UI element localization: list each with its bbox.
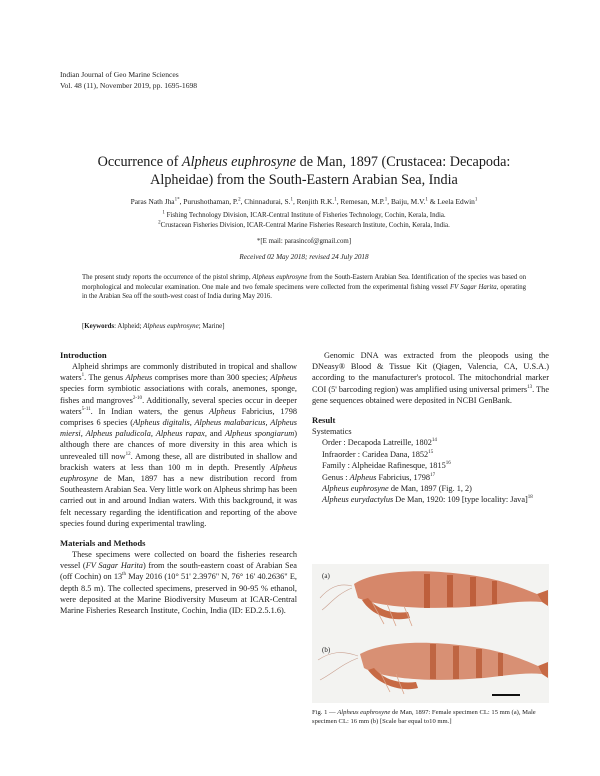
synonym-author: De Man, 1920: 109 [type locality: Java] <box>393 495 528 505</box>
author-7-sup: 1 <box>474 197 478 203</box>
author-1: Paras Nath Jha <box>130 197 175 206</box>
synonym-ref: 18 <box>527 495 533 501</box>
species-name: Alpheus euphrosyne <box>322 484 389 494</box>
taxon-infraorder <box>312 449 549 460</box>
author-5-sup: 1 <box>384 197 388 203</box>
intro-species-3: Alpheus euphrosyne <box>60 462 297 484</box>
family-text: Family : Alpheidae Rafinesque, 1815 <box>322 461 446 471</box>
intro-s1: Alpheid shrimps are commonly distributed in tropical and shallow waters <box>60 362 297 383</box>
genus-ref: 17 <box>430 472 436 478</box>
affiliation-2-text: Crustacean Fisheries Division, ICAR-Central Marine Fisheries Research Institute, Cochin, Kerala, India. <box>160 221 450 229</box>
intro-s8: and <box>206 429 225 439</box>
affiliation-1 <box>60 211 548 221</box>
taxon-synonym <box>312 494 549 505</box>
author-2-sup: 2 <box>238 197 241 203</box>
dna-s1: Genomic DNA was extracted from the pleopods using the DNeasy® Blood & Tissue Kit (Qiagen, Valencia, CA, U.S.A.) according to the manufacturer's protocol. The mitochondrial marker COI (5' barcoding region) was amplified using universal primers <box>312 351 549 394</box>
keywords-text-2: ; Marine] <box>198 323 225 330</box>
intro-s6: . In Indian waters, the genus <box>90 406 210 416</box>
shrimp-specimen-b <box>318 643 548 694</box>
journal-name: Indian Journal of Geo Marine Sciences <box>60 70 179 79</box>
journal-volume: Vol. 48 (11), November 2019, pp. 1695-1698 <box>60 80 198 90</box>
methods-paragraph <box>60 549 297 616</box>
author-2: , Purushothaman, P. <box>179 197 239 206</box>
intro-genus-1: Alpheus <box>125 373 153 383</box>
right-column <box>312 350 549 506</box>
intro-species-2: Alpheus spongiarum <box>224 429 295 439</box>
dna-ref: 13 <box>527 384 533 390</box>
result-heading: Result <box>312 415 336 426</box>
intro-ref-2: 2-10 <box>132 395 143 401</box>
genus-label: Genus : <box>322 472 350 482</box>
author-3-sup: 1 <box>290 197 293 203</box>
infraorder-text: Infraorder : Caridea Dana, 1852 <box>322 449 429 459</box>
methods-vessel: FV Sagar Harita <box>85 561 143 571</box>
synonym-name: Alpheus eurydactylus <box>322 495 394 505</box>
keywords-label: Keywords <box>84 323 115 330</box>
infraorder-ref: 15 <box>428 450 434 456</box>
author-5: , Remesan, M.P. <box>336 197 385 206</box>
methods-s2: ) from the south-eastern coast of Arabian Sea (off Cochin) on 13 <box>60 561 297 582</box>
systematics-label: Systematics <box>312 427 352 437</box>
paper-title <box>60 153 548 189</box>
intro-genus-3: Alpheus <box>209 406 236 416</box>
keywords-text-1: : Alpheid; <box>114 323 144 330</box>
intro-s9: ) although there are chances of more diversity in this area which is unrevealed till now <box>60 429 297 461</box>
intro-s10: . Among these, all are distributed in shallow and brackish waters at less than 100 m in depth. Presently <box>60 451 297 472</box>
title-line2: Alpheidae) from the South-Eastern Arabian Sea, India <box>150 172 458 188</box>
author-3: , Chinnadurai, S. <box>240 197 291 206</box>
author-1-sup: 1* <box>174 197 180 203</box>
affiliations <box>60 211 548 231</box>
taxon-species <box>312 483 549 494</box>
intro-paragraph <box>60 361 297 529</box>
intro-ref-3: 5-11 <box>81 407 91 413</box>
intro-s7: Fabricius, 1798 comprises 6 species ( <box>60 406 297 428</box>
shrimp-b-body <box>360 643 542 680</box>
intro-species-list: Alpheus digitalis, Alpheus malabaricus, Alpheus miersi, Alpheus paludicola, Alpheus rapax, <box>60 418 297 439</box>
caption-prefix: Fig. 1 — <box>312 709 338 716</box>
affiliation-2 <box>60 221 548 231</box>
abstract-species: Alpheus euphrosyne <box>252 274 308 281</box>
intro-ref-4: 12 <box>125 451 131 457</box>
dna-s2: . The gene sequences obtained were deposited in NCBI GenBank. <box>312 384 550 405</box>
author-7: & Leela Edwin <box>427 197 475 206</box>
caption-species: Alpheus euphrosyne <box>337 709 391 716</box>
taxon-order <box>312 437 549 448</box>
intro-heading: Introduction <box>60 350 107 360</box>
species-author: de Man, 1897 (Fig. 1, 2) <box>388 484 472 494</box>
genus-author: Fabricius, 1798 <box>376 472 431 482</box>
keywords-open: [ <box>82 323 85 330</box>
figure-caption <box>312 708 549 727</box>
taxon-family <box>312 460 549 471</box>
keywords-species: Alpheus euphrosyne <box>143 323 199 330</box>
author-6: , Baiju, M.V. <box>387 197 426 206</box>
affiliation-1-sup: 1 <box>162 210 165 216</box>
intro-s3: comprises more than 300 species; <box>152 373 271 383</box>
family-ref: 16 <box>445 461 451 467</box>
intro-s4: species form symbiotic associations with corals, anemones, sponge, fishes and mangroves <box>60 384 297 405</box>
author-4-sup: 1 <box>334 197 337 203</box>
figure-label-a: (a) <box>322 572 330 580</box>
taxon-genus <box>312 472 549 483</box>
genus-name: Alpheus <box>349 472 377 482</box>
shrimp-photo-illustration <box>312 564 549 703</box>
figure-label-b: (b) <box>322 646 331 654</box>
received-dates: Received 02 May 2018; revised 24 July 2018 <box>239 253 369 261</box>
shrimp-figure <box>312 564 549 703</box>
methods-s1: These specimens were collected on board the fisheries research vessel ( <box>60 550 297 571</box>
author-4: , Renjith R.K. <box>292 197 335 206</box>
abstract <box>82 273 526 302</box>
intro-ref-1: 1 <box>81 373 85 379</box>
abstract-text-1: The present study reports the occurrence of the pistol shrimp, <box>82 274 253 281</box>
journal-header <box>60 70 197 91</box>
methods-heading: Materials and Methods <box>60 538 146 549</box>
intro-s2: . The genus <box>84 373 126 383</box>
author-list <box>60 197 548 207</box>
corresponding-email: *[E mail: parasincof@gmail.com] <box>256 238 352 245</box>
abstract-text-2: from the South-Eastern Arabian Sea. Identification of the species was based on morphological and molecular examination. One male and two female specimens were collected from the experimental fishing vessel <box>82 274 526 291</box>
shrimp-specimen-a <box>320 571 548 626</box>
title-part2: de Man, 1897 (Crustacea: Decapoda: <box>296 154 511 170</box>
methods-s3: May 2016 (10° 51' 2.3976" N, 76° 16' 40.2636" E, depth 8.5 m). The collected specimens, preserved in 90-95 % ethanol, were deposited at the Marine Biodiversity Museum at ICAR-Central Marine Fisheries Research Institute, Cochin, India (ID: ED.2.5.1.6). <box>60 572 297 616</box>
affiliation-2-sup: 2 <box>158 220 161 226</box>
intro-s5: . Additionally, several species occur in deeper waters <box>60 395 298 416</box>
caption-text: de Man, 1897: Female specimen CL: 15 mm (a), Male specimen CL: 16 mm (b) [Scale bar equal to10 mm.] <box>312 709 536 726</box>
abstract-vessel: FV Sagar Harita <box>449 283 497 291</box>
intro-genus-2: Alpheus <box>270 373 297 383</box>
dna-paragraph <box>312 350 549 406</box>
order-text: Order : Decapoda Latreille, 1802 <box>322 438 432 448</box>
abstract-text-3: , operating in the Arabian Sea off the south-west coast of India during May 2016. <box>82 283 526 301</box>
keywords <box>82 322 526 332</box>
author-6-sup: 1 <box>425 197 428 203</box>
affiliation-1-text: Fishing Technology Division, ICAR-Central Institute of Fisheries Technology, Cochin, Kerala, India. <box>164 212 446 219</box>
title-species: Alpheus euphrosyne <box>181 154 297 170</box>
order-ref: 14 <box>431 438 437 444</box>
title-part1: Occurrence of <box>97 154 182 170</box>
left-column <box>60 350 297 616</box>
methods-th: th <box>122 572 127 578</box>
intro-s11: de Man, 1897 has a new distribution record from Southeastern Arabian Sea. Very little work on Alpheus shrimp has been carried out in and around Indian waters. With this background, it was felt necessary regarding the identification and reporting of the above species found during experimental trawling. <box>60 474 297 528</box>
